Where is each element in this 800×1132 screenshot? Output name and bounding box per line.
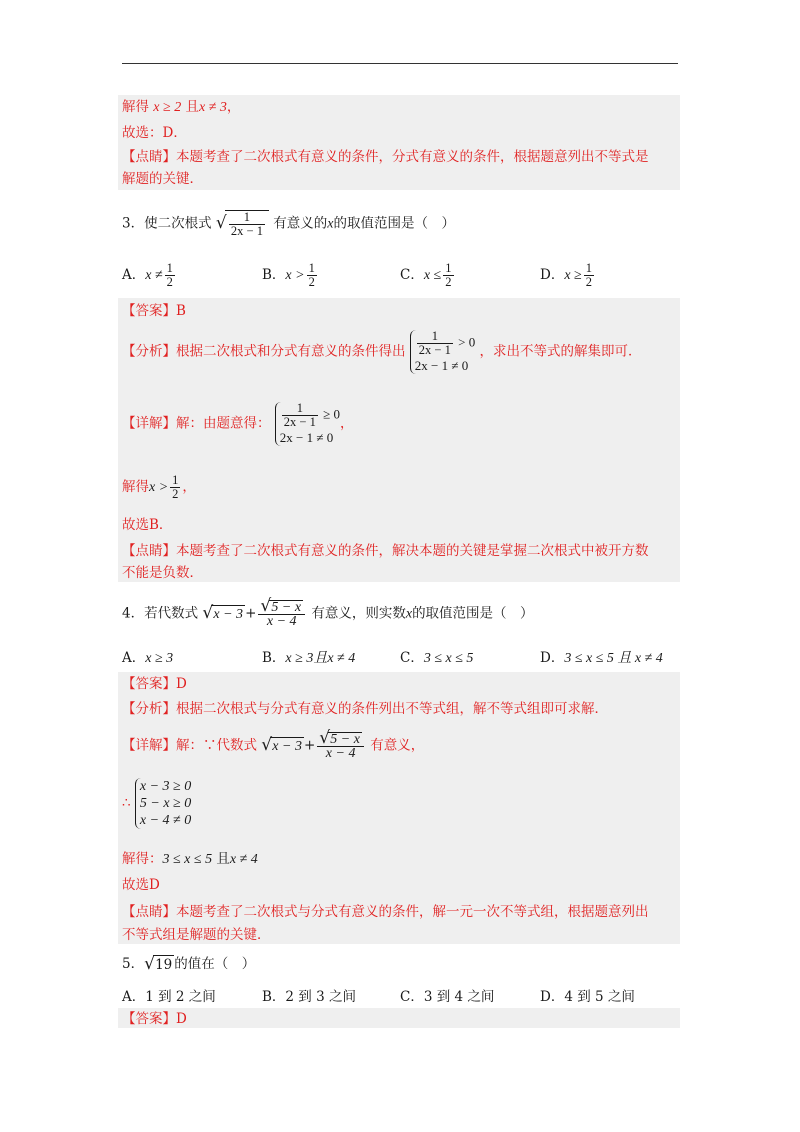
q3-answer: 【答案】B [122, 303, 186, 319]
q2-comment: 【点睛】本题考查了二次根式有意义的条件，分式有意义的条件，根据题意列出不等式是 [122, 149, 649, 165]
q3-choose: 故选B． [122, 517, 173, 533]
q5-option-b: B．2 到 3 之间 [262, 989, 356, 1005]
q4-system: ∴ x − 3 ≥ 0 5 − x ≥ 0 x − 4 ≠ 0 [122, 779, 192, 828]
q5-option-a: A．1 到 2 之间 [122, 989, 216, 1005]
q4-answer: 【答案】D [122, 676, 187, 692]
q5-option-d: D．4 到 5 之间 [540, 989, 635, 1005]
q5-solution-block [118, 1008, 680, 1028]
q4-stem: 4．若代数式 √ x − 3 + √ 5 − x x − 4 有意义，则实数x的取值范围是（ ） [122, 595, 534, 630]
q5-stem: 5． √ 19 的值在（ ） [122, 953, 256, 974]
q4-option-b: B．x ≥ 3且x ≠ 4 [262, 650, 356, 666]
header-rule [122, 63, 678, 64]
q3-radical: √ $\frac{1}{2x - 1}$ [216, 210, 269, 238]
q3-option-b: B．x > $\frac{1}{2}$ [262, 261, 315, 289]
q4-comment: 【点睛】本题考查了二次根式与分式有意义的条件，解一元一次不等式组，根据题意列出 [122, 904, 649, 920]
q3-solve: 解得x > $\frac{1}{2}$ ， [122, 473, 196, 501]
q2-choose: 故选：D． [122, 125, 187, 141]
q3-comment-cont: 不能是负数． [122, 565, 203, 581]
q4-comment-cont: 不等式组是解题的关键． [122, 927, 271, 943]
q3-analysis-system: $\frac{1}{2x - 1}$ > 0 2x − 1 ≠ 0 [410, 330, 475, 374]
q3-analysis: 【分析】根据二次根式和分式有意义的条件得出 $\frac{1}{2x - 1}$ > 0 2x − 1 ≠ 0 ，求出不等式的解集即可． [122, 329, 642, 373]
q4-choose: 故选D [122, 877, 160, 893]
q3-detail: 【详解】解：由题意得： $\frac{1}{2x - 1}$ ≥ 0 2x − 1 ≠ 0 ， [122, 401, 354, 445]
q2-solve-line: 解得 x ≥ 2 且x ≠ 3， [122, 99, 241, 115]
q3-detail-system: $\frac{1}{2x - 1}$ ≥ 0 2x − 1 ≠ 0 [275, 402, 340, 446]
q3-option-a: A．x ≠ $\frac{1}{2}$ [122, 261, 173, 289]
q4-solve: 解得：3 ≤ x ≤ 5 且x ≠ 4 [122, 851, 258, 867]
q4-option-d: D．3 ≤ x ≤ 5 且 x ≠ 4 [540, 650, 663, 666]
q3-option-c: C．x ≤ $\frac{1}{2}$ [400, 261, 452, 289]
q5-answer: 【答案】D [122, 1011, 187, 1027]
q2-comment-cont: 解题的关键． [122, 171, 203, 187]
q4-analysis: 【分析】根据二次根式与分式有意义的条件列出不等式组，解不等式组即可求解． [122, 701, 608, 717]
q4-inequality-system: x − 3 ≥ 0 5 − x ≥ 0 x − 4 ≠ 0 [135, 778, 191, 829]
q4-option-a: A．x ≥ 3 [122, 650, 174, 666]
q4-detail: 【详解】解：∵代数式 √ x − 3 + √ 5 − x x − 4 有意义， [122, 727, 425, 762]
q5-option-c: C．3 到 4 之间 [400, 989, 495, 1005]
q4-option-c: C．3 ≤ x ≤ 5 [400, 650, 474, 666]
q3-option-d: D．x ≥ $\frac{1}{2}$ [540, 261, 592, 289]
q3-stem: 3．使二次根式 √ $\frac{1}{2x - 1}$ 有意义的x的取值范围是（ ） [122, 210, 455, 238]
q3-comment: 【点睛】本题考查了二次根式有意义的条件，解决本题的关键是掌握二次根式中被开方数 [122, 543, 649, 559]
